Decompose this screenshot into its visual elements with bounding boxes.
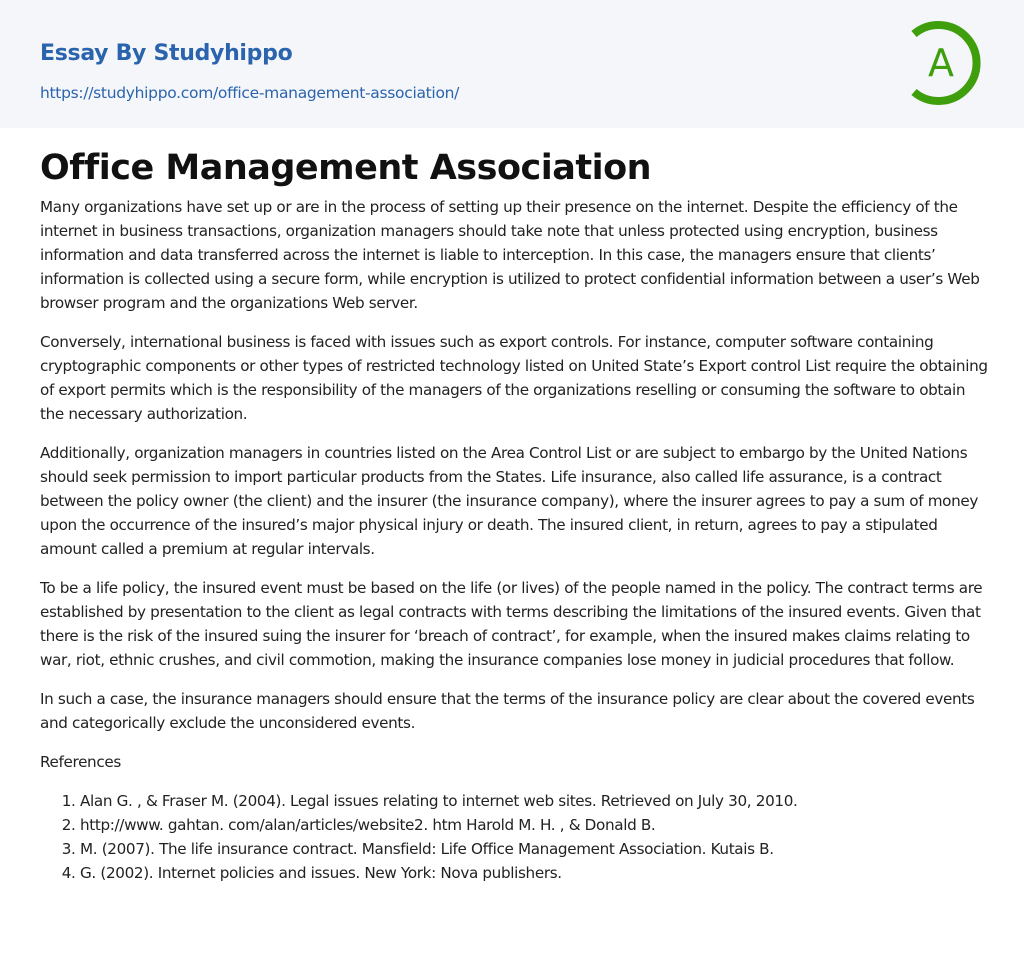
paragraph: To be a life policy, the insured event must be based on the life (or lives) of the people named in the policy. The contract terms are established by presentation to the client as legal contracts with terms describing the limitations of the insured events. Given that there is the risk of the insured suing the insurer for ‘breach of contract’, for example, when the insured makes claims relating to war, riot, ethnic crushes, and civil commotion, making the insurance companies lose money in judicial procedures that follow.	[40, 579, 983, 669]
page-title: Office Management Association	[40, 148, 652, 188]
reference-item: 2. http://www. gahtan. com/alan/articles/website2. htm Harold M. H. , & Donald B.	[80, 813, 990, 837]
brand-title: Essay By Studyhippo	[40, 41, 293, 66]
references-list	[40, 789, 990, 885]
reference-item: 1. Alan G. , & Fraser M. (2004). Legal issues relating to internet web sites. Retrieved on July 30, 2010.	[80, 789, 990, 813]
essay-url-link[interactable]: https://studyhippo.com/office-management-association/	[40, 84, 460, 102]
paragraph: Additionally, organization managers in countries listed on the Area Control List or are subject to embargo by the United Nations should seek permission to import particular products from the States. Life insurance, also called life assurance, is a contract between the policy owner (the client) and the insurer (the insurance company), where the insurer agrees to pay a sum of money upon the occurrence of the insured’s major physical injury or death. The insured client, in return, agrees to pay a stipulated amount called a premium at regular intervals.	[40, 444, 979, 558]
studyhippo-logo-icon	[900, 20, 986, 106]
svg-text:A: A	[928, 41, 954, 85]
references-heading: References	[40, 753, 121, 771]
paragraph: Many organizations have set up or are in the process of setting up their presence on the internet. Despite the efficiency of the internet in business transactions, organization managers should take note that unless protected using encryption, business information and data transferred across the internet is liable to interception. In this case, the managers ensure that clients’ information is collected using a secure form, while encryption is utilized to protect confidential information between a user’s Web browser program and the organizations Web server.	[40, 198, 980, 312]
paragraph: Conversely, international business is faced with issues such as export controls. For instance, computer software containing cryptographic components or other types of restricted technology listed on United State’s Export control List require the obtaining of export permits which is the responsibility of the managers of the organizations reselling or consuming the software to obtain the necessary authorization.	[40, 333, 988, 423]
reference-item: 3. M. (2007). The life insurance contract. Mansfield: Life Office Management Association. Kutais B.	[80, 837, 990, 861]
article-body	[40, 195, 990, 885]
reference-item: 4. G. (2002). Internet policies and issues. New York: Nova publishers.	[80, 861, 990, 885]
paragraph: In such a case, the insurance managers should ensure that the terms of the insurance policy are clear about the covered events and categorically exclude the unconsidered events.	[40, 690, 975, 732]
